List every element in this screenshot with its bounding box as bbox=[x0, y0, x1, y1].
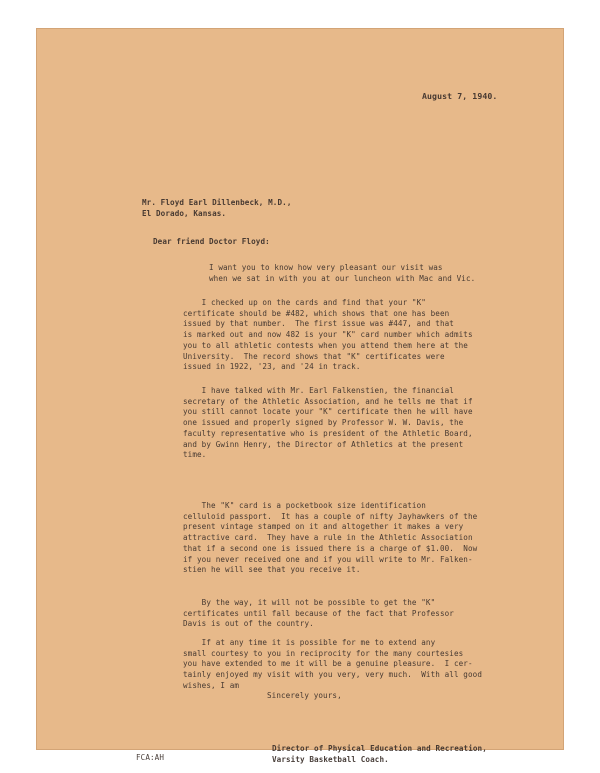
closing: Sincerely yours, bbox=[267, 691, 342, 700]
recipient-address: Mr. Floyd Earl Dillenbeck, M.D., El Dorado, Kansas. bbox=[142, 198, 292, 218]
body-paragraph-6: If at any time it is possible for me to extend any small courtesy to you in reciprocity for the many courtesies you have extended to me it will be a genuine pleasure. I cer- tainly enjoyed my visit with you very, very much. With all good wishes, I am bbox=[183, 638, 482, 690]
salutation: Dear friend Doctor Floyd: bbox=[153, 237, 270, 246]
letter-page bbox=[36, 28, 564, 764]
body-paragraph-5: By the way, it will not be possible to get the "K" certificates until fall because of the fact that Professor Davis is out of the country. bbox=[183, 598, 454, 629]
typist-initials: FCA:AH bbox=[136, 753, 165, 762]
body-paragraph-3: I have talked with Mr. Earl Falkenstien, the financial secretary of the Athletic Association, and he tells me that if you still cannot locate your "K" certificate then he will have one issued and properly signed by Professor W. W. Davis, the faculty representative who is president of the Athletic Board, and by Gwinn Henry, the Director of Athletics at the present time. bbox=[183, 386, 473, 460]
body-paragraph-4: The "K" card is a pocketbook size identification celluloid passport. It has a couple of nifty Jayhawkers of the present vintage stamped on it and altogether it makes a very attractive card. They have a rule in the Athletic Association that if a second one is issued there is a charge of $1.00. Now if you never received one and if you will write to Mr. Falken- stien he will see that you receive it. bbox=[183, 501, 478, 575]
signature-block: Director of Physical Education and Recreation, Varsity Basketball Coach. bbox=[272, 744, 487, 764]
body-paragraph-2: I checked up on the cards and find that your "K" certificate should be #482, which shows that one has been issued by that number. The first issue was #447, and that is marked out and now 482 is your "K" card number which admits you to all athletic contests when you attend them here at the University. The record shows that "K" certificates were issued in 1922, '23, and '24 in track. bbox=[183, 298, 473, 372]
letter-date: August 7, 1940. bbox=[422, 91, 498, 101]
body-paragraph-1: I want you to know how very pleasant our visit was when we sat in with you at our luncheon with Mac and Vic. bbox=[209, 263, 476, 283]
